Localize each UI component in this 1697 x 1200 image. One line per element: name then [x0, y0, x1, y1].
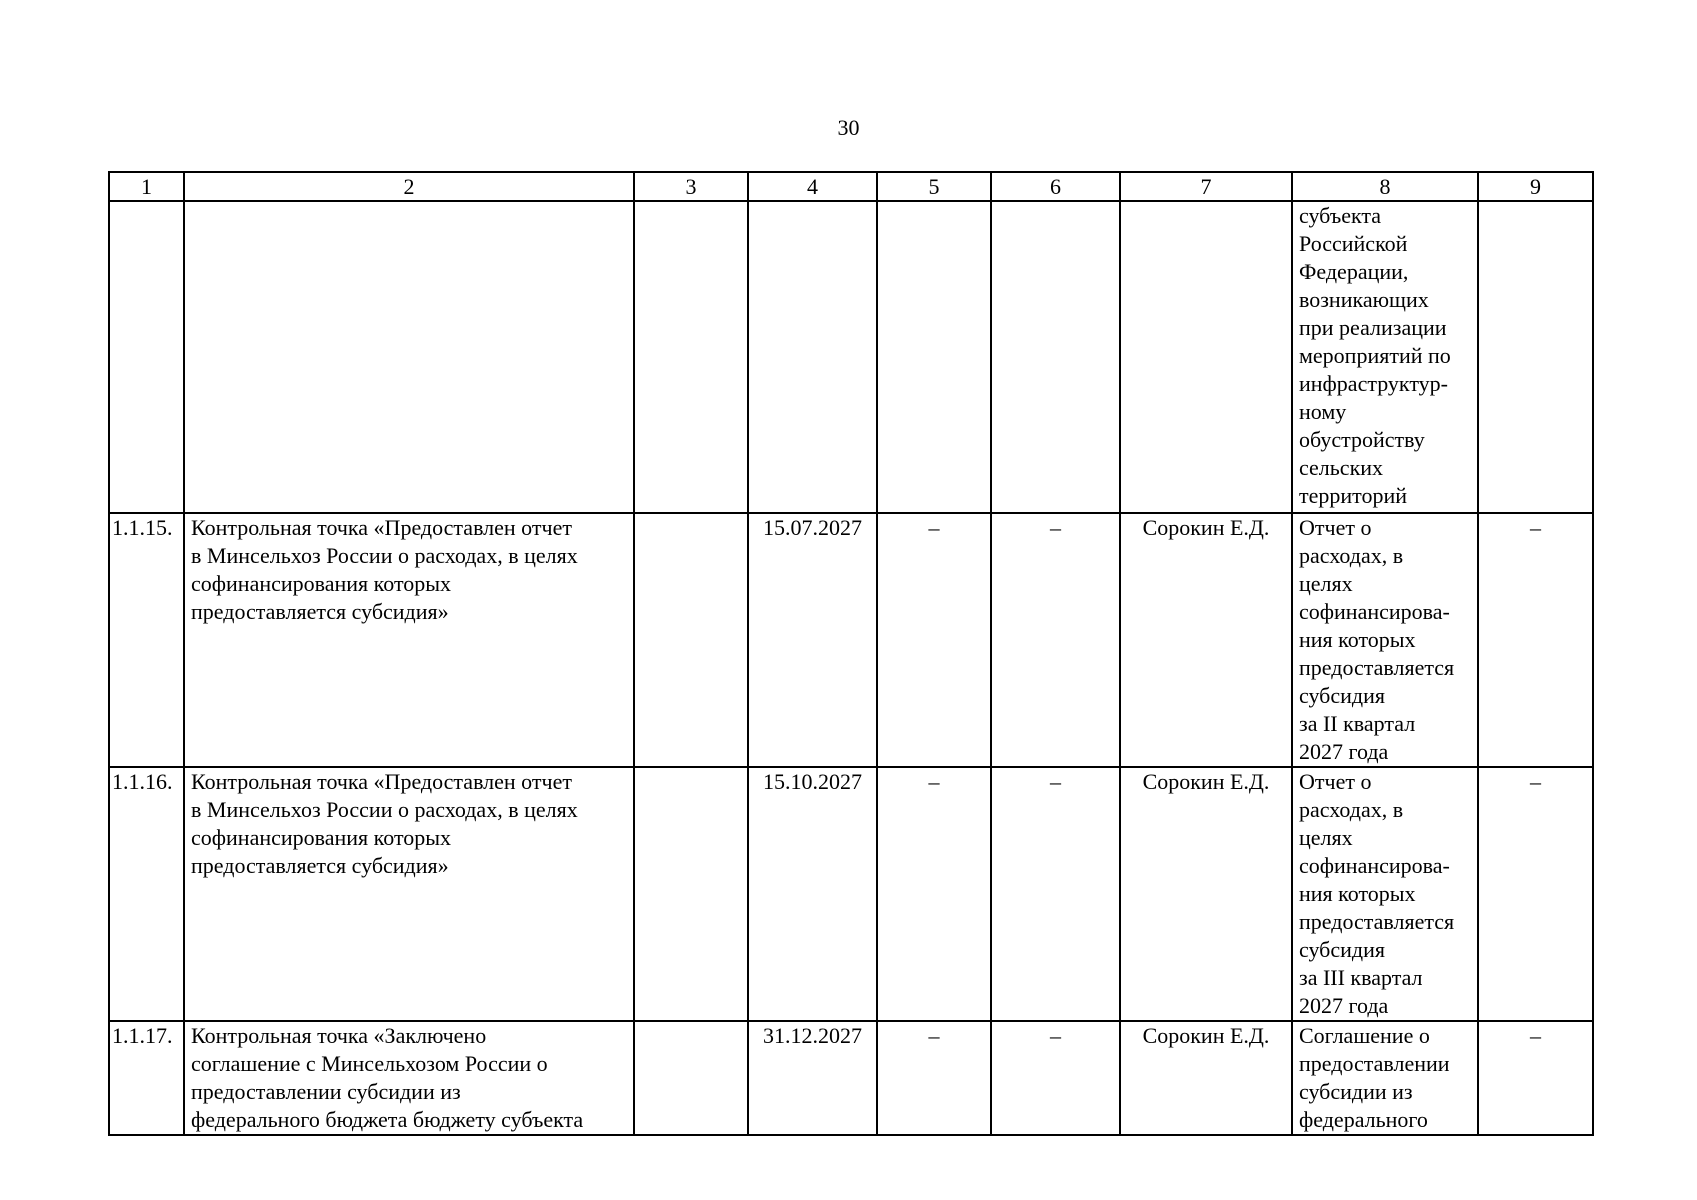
date-cell: [748, 201, 877, 513]
header-col-1: 1: [109, 172, 184, 201]
col9-cell: [1478, 201, 1593, 513]
data-table: [108, 171, 1594, 1136]
col5-cell: –: [877, 1021, 991, 1135]
description-cell: [184, 201, 634, 513]
table-row: [109, 513, 1593, 767]
page-number: 30: [837, 115, 860, 140]
header-col-4: 4: [748, 172, 877, 201]
date-cell: 15.10.2027: [748, 767, 877, 1021]
table-row: [109, 767, 1593, 1021]
col9-cell: –: [1478, 513, 1593, 767]
row-number-cell: 1.1.15.: [109, 513, 184, 767]
header-col-7: 7: [1120, 172, 1292, 201]
col6-cell: –: [991, 1021, 1120, 1135]
table-row: [109, 1021, 1593, 1135]
col6-cell: [991, 201, 1120, 513]
responsible-cell: Сорокин Е.Д.: [1120, 1021, 1292, 1135]
result-cell: субъекта Российской Федерации, возникающих при реализации мероприятий по инфраструктур- ному обустройству сельских территорий: [1292, 201, 1478, 513]
header-col-9: 9: [1478, 172, 1593, 201]
date-cell: 31.12.2027: [748, 1021, 877, 1135]
col9-cell: –: [1478, 767, 1593, 1021]
description-cell: Контрольная точка «Предоставлен отчет в Минсельхоз России о расходах, в целях софинансирования которых предоставляется субсидия»: [184, 767, 634, 1021]
header-col-6: 6: [991, 172, 1120, 201]
col6-cell: –: [991, 513, 1120, 767]
col3-cell: [634, 513, 748, 767]
col3-cell: [634, 201, 748, 513]
result-cell: Отчет о расходах, в целях софинансирова- ния которых предоставляется субсидия за II квартал 2027 года: [1292, 513, 1478, 767]
responsible-cell: Сорокин Е.Д.: [1120, 513, 1292, 767]
header-col-3: 3: [634, 172, 748, 201]
result-cell: Соглашение о предоставлении субсидии из федерального: [1292, 1021, 1478, 1135]
col5-cell: [877, 201, 991, 513]
description-cell: Контрольная точка «Предоставлен отчет в Минсельхоз России о расходах, в целях софинансирования которых предоставляется субсидия»: [184, 513, 634, 767]
header-col-8: 8: [1292, 172, 1478, 201]
description-cell: Контрольная точка «Заключено соглашение с Минсельхозом России о предоставлении субсидии из федерального бюджета бюджету субъекта: [184, 1021, 634, 1135]
row-number-cell: 1.1.17.: [109, 1021, 184, 1135]
responsible-cell: Сорокин Е.Д.: [1120, 767, 1292, 1021]
col3-cell: [634, 1021, 748, 1135]
row-number-cell: 1.1.16.: [109, 767, 184, 1021]
result-cell: Отчет о расходах, в целях софинансирова- ния которых предоставляется субсидия за III квартал 2027 года: [1292, 767, 1478, 1021]
header-col-5: 5: [877, 172, 991, 201]
header-col-2: 2: [184, 172, 634, 201]
col9-cell: –: [1478, 1021, 1593, 1135]
date-cell: 15.07.2027: [748, 513, 877, 767]
table-header-row: [109, 172, 1593, 201]
col3-cell: [634, 767, 748, 1021]
row-number-cell: [109, 201, 184, 513]
table-row: [109, 201, 1593, 513]
col6-cell: –: [991, 767, 1120, 1021]
responsible-cell: [1120, 201, 1292, 513]
col5-cell: –: [877, 513, 991, 767]
col5-cell: –: [877, 767, 991, 1021]
